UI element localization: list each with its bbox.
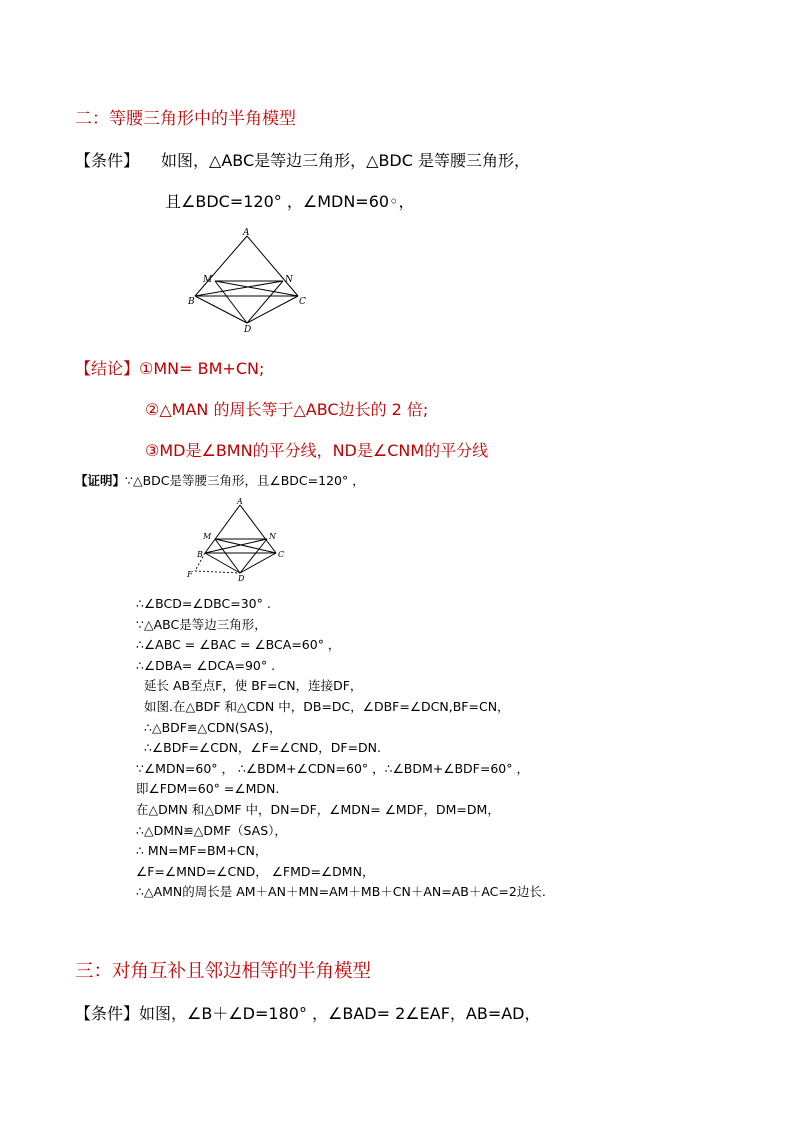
section3-condition	[75, 1001, 541, 1024]
condition-text-1: 如图，△ABC是等边三角形，△BDC 是等腰三角形，	[161, 151, 530, 170]
proof-body	[136, 594, 546, 903]
proof-first: ∵△BDC是等腰三角形，且∠BDC=120° ，	[125, 473, 365, 488]
proof-line: ∴△BDF≌△CDN(SAS)，	[144, 719, 282, 735]
figure-2	[183, 497, 293, 582]
fig2-label-m: M	[203, 532, 212, 541]
proof-line: ∴∠ABC = ∠BAC = ∠BCA=60° ，	[136, 637, 341, 653]
proof-line: ∵△ABC是等边三角形，	[136, 616, 267, 632]
condition-line-1	[75, 148, 530, 171]
fig1-label-c: C	[299, 297, 306, 307]
conclusion-2: ②△MAN 的周长等于△ABC边长的 2 倍;	[145, 400, 429, 419]
fig2-label-d: D	[238, 574, 245, 582]
proof-line: ∴△AMN的周长是 AM＋AN＋MN=AM＋MB＋CN＋AN=AB＋AC=2边长.	[136, 884, 546, 900]
proof-line: ∵∠MDN=60° ， ∴∠BDM+∠CDN=60° ，∴∠BDM+∠BDF=60° ，	[136, 760, 529, 776]
proof-line: ∴∠BCD=∠DBC=30° .	[136, 596, 271, 611]
conclusion-tag: 【结论】	[75, 359, 140, 378]
fig2-label-f: F	[187, 570, 193, 579]
proof-line: 即∠FDM=60° =∠MDN.	[136, 781, 280, 797]
conclusion-line-1	[75, 356, 264, 379]
proof-line: ∴∠DBA= ∠DCA=90° .	[136, 657, 276, 673]
fig2-label-b: B	[197, 550, 203, 559]
fig1-label-a: A	[243, 228, 250, 238]
conclusion-1: ①MN= BM+CN;	[139, 359, 265, 378]
fig1-label-d: D	[244, 325, 252, 335]
proof-tag: 【证明】	[75, 473, 126, 488]
fig2-label-n: N	[269, 532, 276, 541]
proof-line: ∠F=∠MND=∠CND， ∠FMD=∠DMN，	[136, 863, 375, 879]
section3-title: 三：对角互补且邻边相等的半角模型	[75, 961, 372, 982]
proof-line: ∴∠BDF=∠CDN，∠F=∠CND，DF=DN.	[144, 740, 381, 756]
fig1-label-b: B	[188, 297, 195, 307]
conclusion-3: ③MD是∠BMN的平分线，ND是∠CNM的平分线	[145, 441, 489, 460]
proof-line: 延长 AB至点F，使 BF=CN，连接DF，	[144, 678, 363, 694]
section2-title: 二：等腰三角形中的半角模型	[75, 109, 296, 129]
fig1-label-m: M	[203, 275, 213, 285]
fig1-label-n: N	[285, 275, 293, 285]
fig2-label-c: C	[278, 550, 285, 559]
proof-line: 如图.在△BDF 和△CDN 中，DB=DC，∠DBF=∠DCN,BF=CN，	[144, 698, 510, 714]
figure-1	[180, 226, 320, 336]
section3-condition-text: 如图，∠B＋∠D=180° ，∠BAD= 2∠EAF，AB=AD，	[139, 1004, 541, 1023]
condition-line-2: 且∠BDC=120° ，∠MDN=60◦，	[165, 192, 415, 211]
section3-condition-tag: 【条件】	[75, 1004, 140, 1023]
proof-line: 在△DMN 和△DMF 中，DN=DF，∠MDN= ∠MDF，DM=DM，	[136, 801, 500, 817]
proof-line: ∴△DMN≌△DMF（SAS），	[136, 822, 287, 838]
fig2-label-a: A	[237, 497, 243, 506]
condition-tag: 【条件】	[75, 151, 140, 170]
proof-line: ∴ MN=MF=BM+CN，	[136, 843, 268, 859]
proof-first-line	[75, 471, 365, 489]
